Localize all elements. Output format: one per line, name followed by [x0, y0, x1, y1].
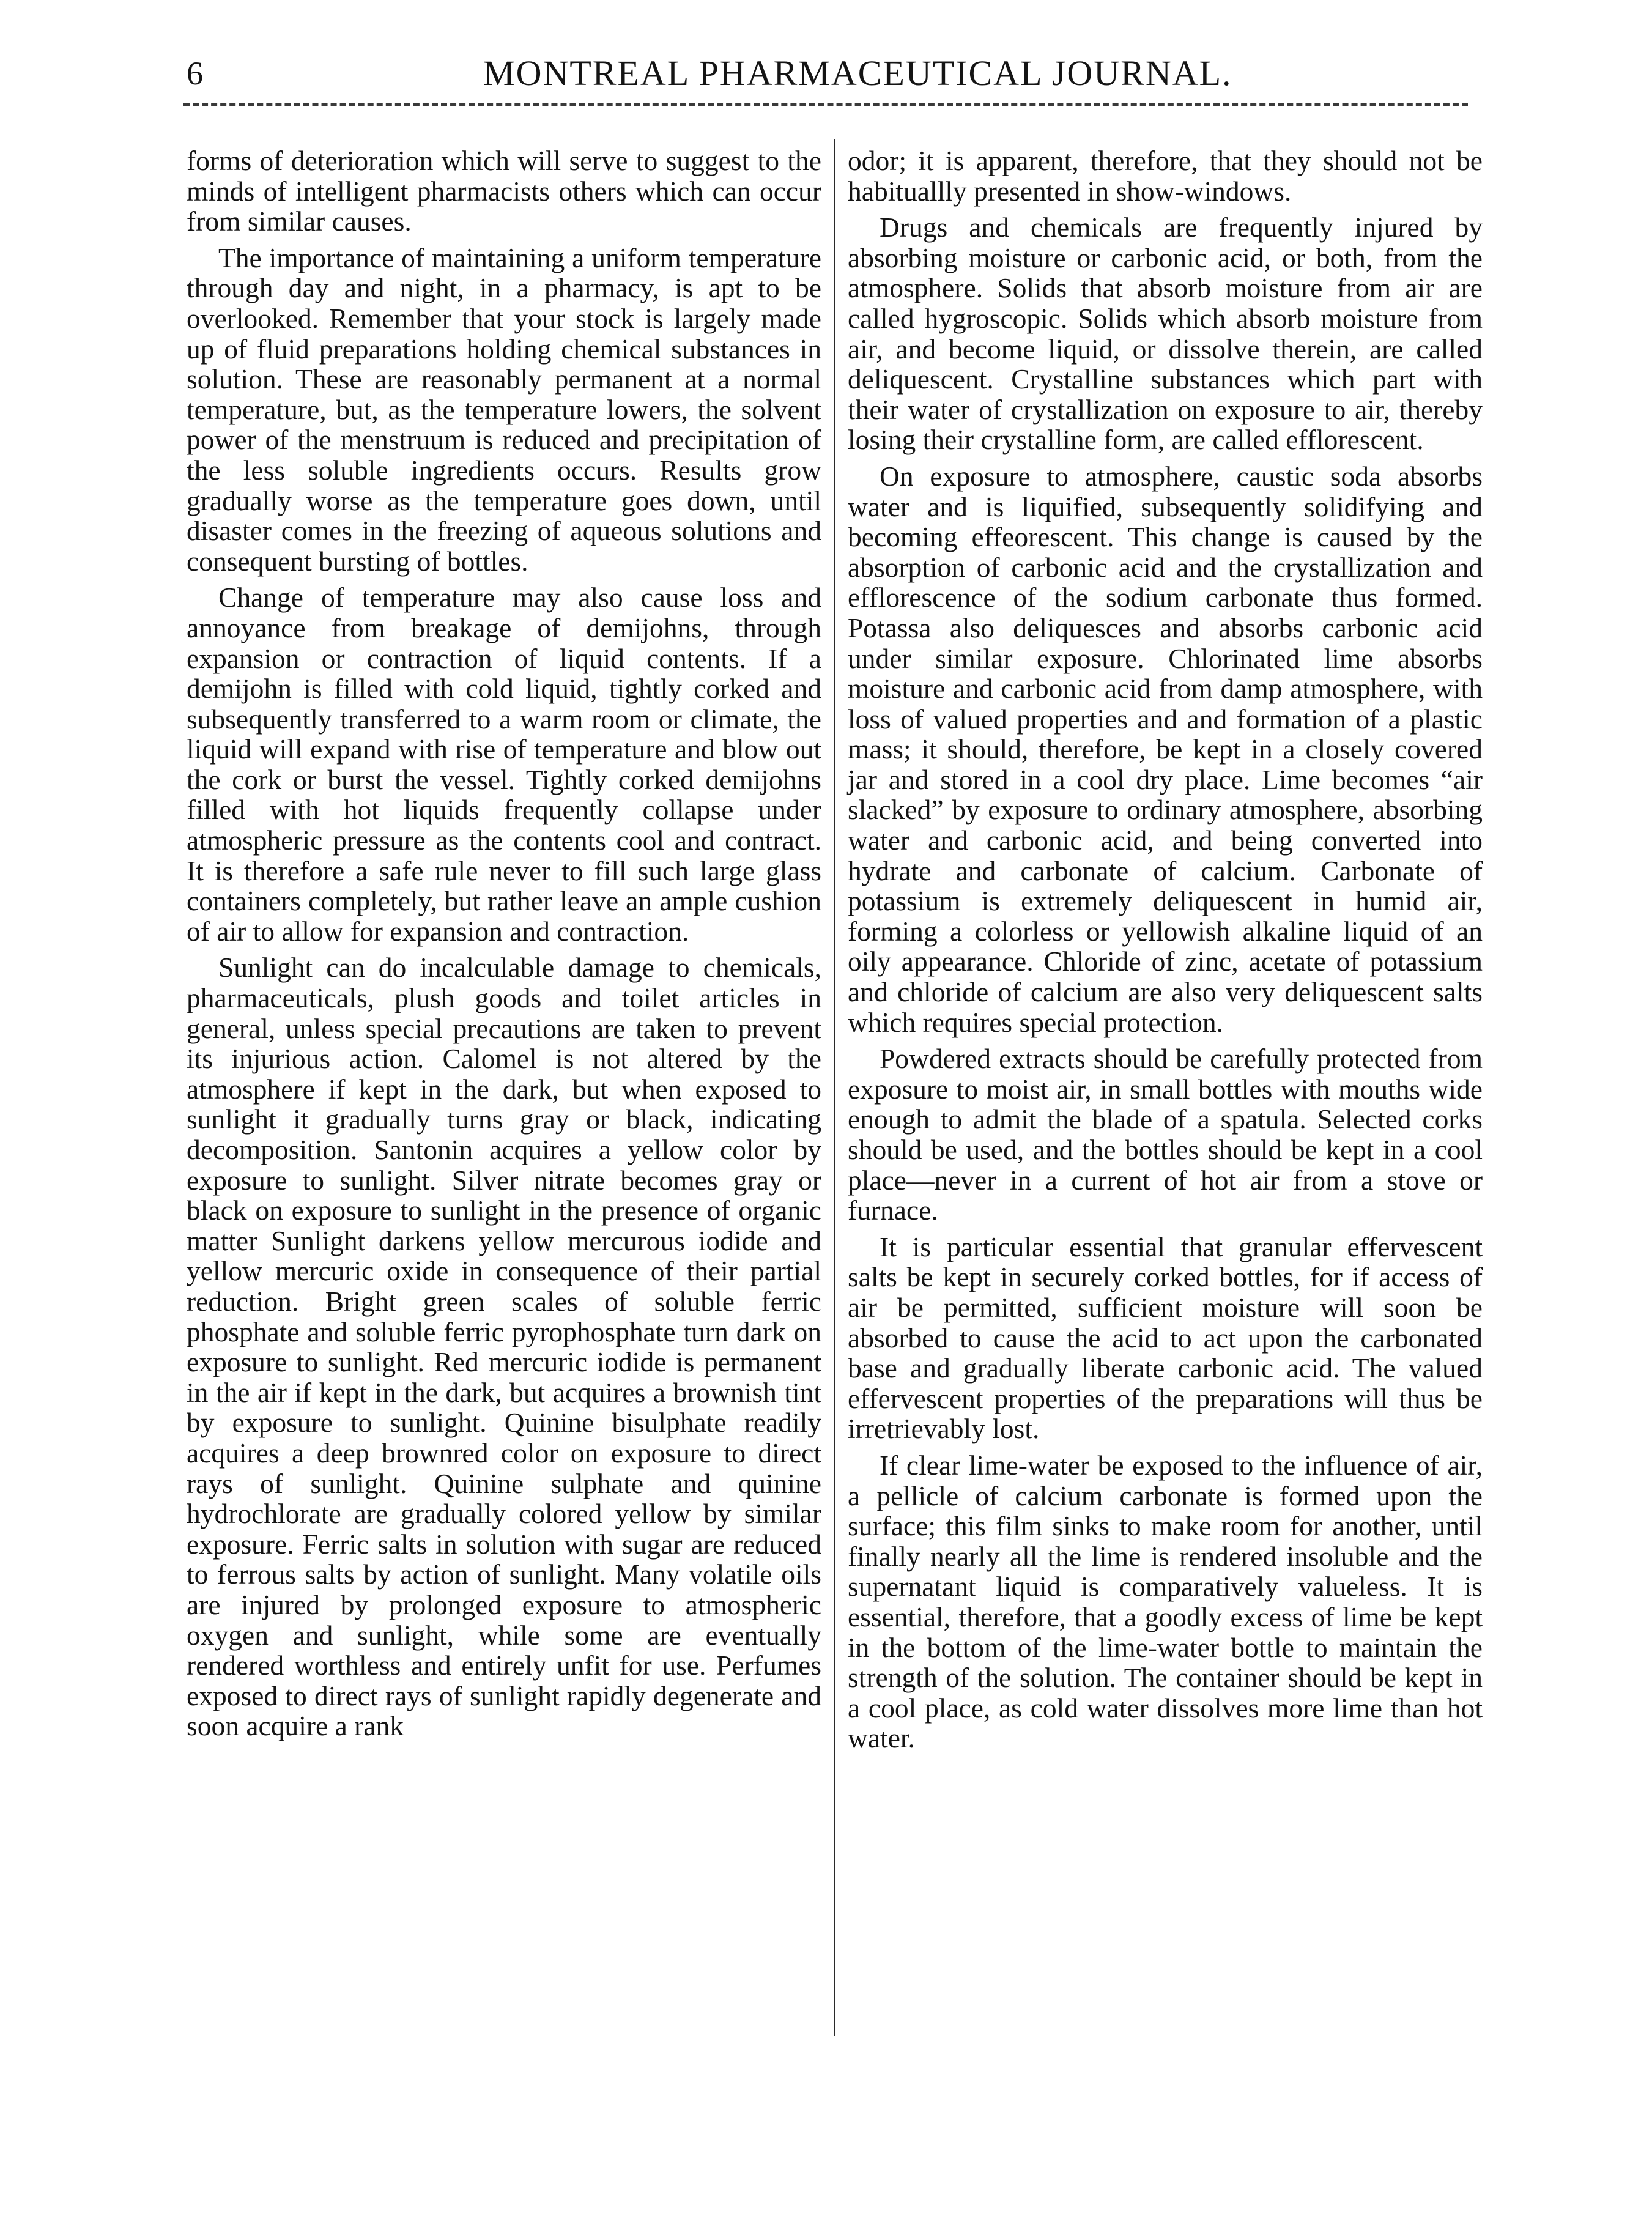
- paragraph: Powdered extracts should be carefully protected from exposure to moist air, in small bottles with mouths wide enough to admit the blade of a spatula. Selected corks should be used, and the bottles should be kept in a cool place—never in a current of hot air from a stove or furnace.: [848, 1043, 1483, 1226]
- journal-title: MONTREAL PHARMACEUTICAL JOURNAL.: [483, 53, 1232, 93]
- paragraph: Sunlight can do incalculable damage to chemicals, pharmaceuticals, plush goods and toilet articles in general, unless special precautions are taken to prevent its injurious action. Calomel is not altered by the atmosphere if kept in the dark, but when exposed to sunlight it gradually turns gray or black, indicating decomposition. Santonin acquires a yellow color by exposure to sunlight. Silver nitrate becomes gray or black on exposure to sunlight in the presence of organic matter Sunlight darkens yellow mercurous iodide and yellow mercuric oxide in consequence of their partial reduction. Bright green scales of soluble ferric phosphate and soluble ferric pyrophosphate turn dark on exposure to sunlight. Red mercuric iodide is permanent in the air if kept in the dark, but acquires a brownish tint by exposure to sunlight. Quinine bisulphate readily acquires a deep brownred color on exposure to direct rays of sunlight. Quinine sulphate and quinine hydrochlorate are gradually colored yellow by similar exposure. Ferric salts in solution with sugar are reduced to ferrous salts by action of sunlight. Many volatile oils are injured by prolonged exposure to atmospheric oxygen and sunlight, while some are eventually rendered worthless and entirely unfit for use. Perfumes exposed to direct rays of sunlight rapidly degenerate and soon acquire a rank: [187, 952, 821, 1742]
- paragraph: Change of temperature may also cause loss and annoyance from breakage of demijohns, through expansion or contraction of liquid contents. If a demijohn is filled with cold liquid, tightly corked and subsequently transferred to a warm room or climate, the liquid will expand with rise of temperature and blow out the cork or burst the vessel. Tightly corked demijohns filled with hot liquids frequently collapse under atmospheric pressure as the contents cool and contract. It is therefore a safe rule never to fill such large glass containers completely, but rather leave an ample cushion of air to allow for expansion and contraction.: [187, 582, 821, 947]
- paragraph: forms of deterioration which will serve to suggest to the minds of intelligent pharmacists others which can occur from similar causes.: [187, 145, 821, 237]
- paragraph: If clear lime-water be exposed to the influence of air, a pellicle of calcium carbonate is formed upon the surface; this film sinks to make room for another, until finally nearly all the lime is rendered insoluble and the supernatant liquid is comparatively valueless. It is essential, therefore, that a goodly excess of lime be kept in the bottom of the lime-water bottle to maintain the strength of the solution. The container should be kept in a cool place, as cold water dissolves more lime than hot water.: [848, 1449, 1483, 1754]
- header-rule: [183, 103, 1468, 106]
- paragraph: It is particular essential that granular effervescent salts be kept in securely corked bottles, for if access of air be permitted, sufficient moisture will soon be absorbed to cause the acid to act upon the carbonated base and gradually liberate carbonic acid. The valued effervescent properties of the preparations will thus be irretrievably lost.: [848, 1231, 1483, 1445]
- left-column: [187, 146, 821, 1747]
- column-rule: [834, 139, 835, 2036]
- paragraph: On exposure to atmosphere, caustic soda absorbs water and is liquified, subsequently solidifying and becoming effeorescent. This change is caused by the absorption of carbonic acid and the crystallization and efflorescence of the sodium carbonate thus formed. Potassa also deliquesces and absorbs carbonic acid under similar exposure. Chlorinated lime absorbs moisture and carbonic acid from damp atmosphere, with loss of valued properties and and formation of a plastic mass; it should, therefore, be kept in a closely covered jar and stored in a cool dry place. Lime becomes “air slacked” by exposure to ordinary atmosphere, absorbing water and carbonic acid, and being converted into hydrate and carbonate of calcium. Carbonate of potassium is extremely deliquescent in humid air, forming a colorless or yellowish alkaline liquid of an oily appearance. Chloride of zinc, acetate of potassium and chloride of calcium are also very deliquescent salts which requires special protection.: [848, 460, 1483, 1038]
- right-column: [848, 146, 1483, 1760]
- paragraph: odor; it is apparent, therefore, that they should not be habituallly presented in show-windows.: [848, 145, 1483, 207]
- paragraph: Drugs and chemicals are frequently injured by absorbing moisture or carbonic acid, or both, from the atmosphere. Solids that absorb moisture from air are called hygroscopic. Solids which absorb moisture from air, and become liquid, or dissolve therein, are called deliquescent. Crystalline substances which part with their water of crystallization on exposure to air, thereby losing their crystalline form, are called efflorescent.: [848, 212, 1483, 456]
- page-number: 6: [187, 55, 203, 92]
- paragraph: The importance of maintaining a uniform temperature through day and night, in a pharmacy, is apt to be overlooked. Remember that your stock is largely made up of fluid preparations holding chemical substances in solution. These are reasonably permanent at a normal temperature, but, as the temperature lowers, the solvent power of the menstruum is reduced and precipitation of the less soluble ingredients occurs. Results grow gradually worse as the temperature goes down, until disaster comes in the freezing of aqueous solutions and consequent bursting of bottles.: [187, 242, 821, 577]
